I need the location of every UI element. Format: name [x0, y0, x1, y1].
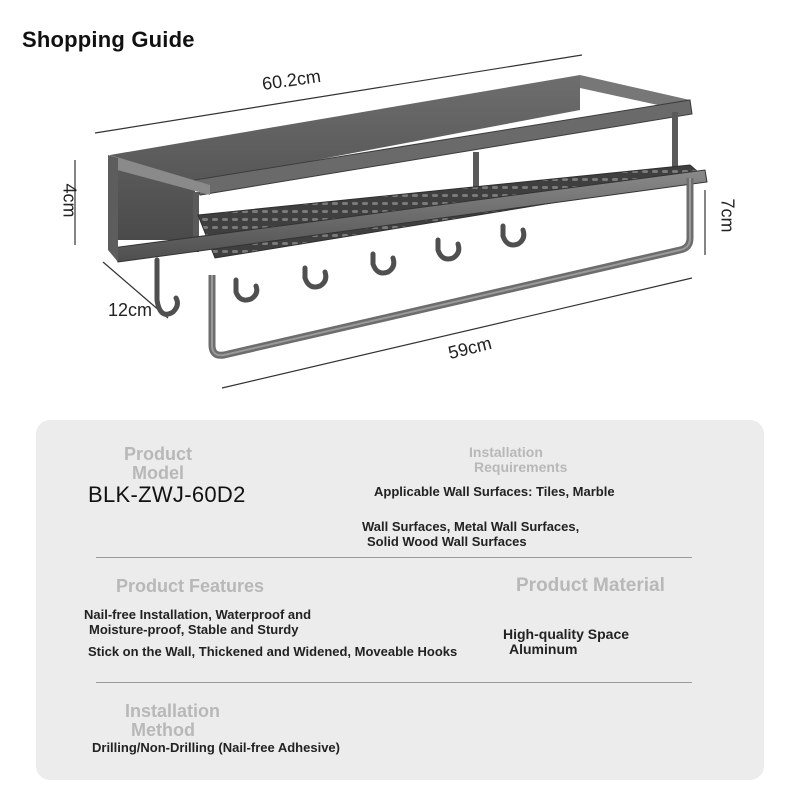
top-width-label: 60.2cm — [260, 65, 323, 95]
installation-requirements-line2: Wall Surfaces, Metal Wall Surfaces, — [362, 519, 580, 534]
installation-requirements-line1: Applicable Wall Surfaces: Tiles, Marble — [374, 484, 615, 499]
installation-method-heading: Installation Method — [125, 701, 221, 740]
bar-width-label: 59cm — [446, 332, 494, 364]
product-model-value: BLK-ZWJ-60D2 — [88, 482, 246, 507]
left-height-label: 4cm — [59, 183, 80, 218]
divider — [96, 682, 692, 683]
product-features-line3: Stick on the Wall, Thickened and Widened, Moveable Hooks — [88, 644, 458, 659]
product-features-line2: Moisture-proof, Stable and Sturdy — [89, 622, 299, 637]
product-material-line1: High-quality Space — [503, 626, 630, 642]
right-height-label: 7cm — [717, 198, 738, 233]
depth-label: 12cm — [108, 300, 153, 320]
installation-method-value: Drilling/Non-Drilling (Nail-free Adhesive) — [92, 740, 340, 755]
product-features-line1: Nail-free Installation, Waterproof and — [84, 607, 312, 622]
installation-requirements-heading: Installation Requirements — [469, 444, 568, 475]
page-title: Shopping Guide — [22, 27, 195, 52]
product-material-heading: Product Material — [516, 575, 665, 596]
product-model-heading: Product Model — [124, 444, 193, 483]
product-material-line2: Aluminum — [509, 641, 578, 657]
product-features-heading: Product Features — [116, 576, 265, 596]
installation-requirements-line3: Solid Wood Wall Surfaces — [367, 534, 527, 549]
divider — [96, 557, 692, 558]
shelf-product-image — [0, 40, 800, 420]
